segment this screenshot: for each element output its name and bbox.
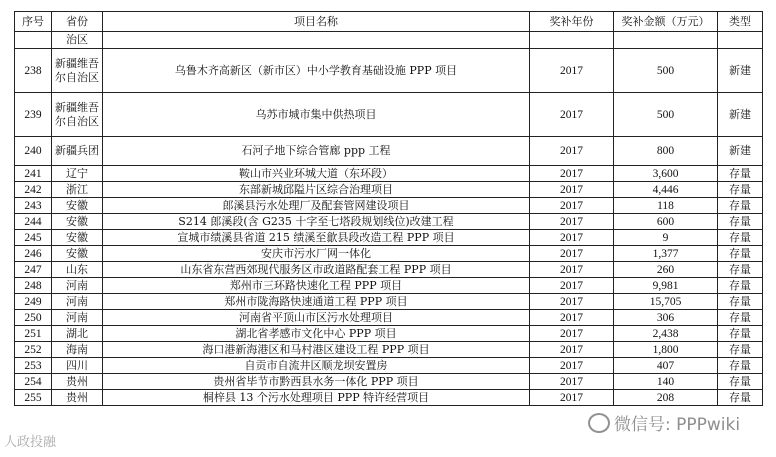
no-cell: 242 bbox=[15, 182, 52, 198]
year-cell: 2017 bbox=[530, 246, 614, 262]
type-cell: 存量 bbox=[718, 374, 763, 390]
type-cell: 存量 bbox=[718, 294, 763, 310]
year-cell: 2017 bbox=[530, 198, 614, 214]
type-cell: 存量 bbox=[718, 310, 763, 326]
table-row bbox=[15, 326, 763, 342]
type-cell: 存量 bbox=[718, 342, 763, 358]
table-row bbox=[15, 358, 763, 374]
table-row bbox=[15, 93, 763, 137]
amount-cell: 140 bbox=[614, 374, 718, 390]
province-cell: 山东 bbox=[52, 262, 103, 278]
type-cell: 存量 bbox=[718, 230, 763, 246]
table-row bbox=[15, 262, 763, 278]
table-row-continued bbox=[15, 32, 763, 49]
year-cell: 2017 bbox=[530, 262, 614, 278]
year-cell: 2017 bbox=[530, 214, 614, 230]
province-cell: 辽宁 bbox=[52, 166, 103, 182]
table-row bbox=[15, 230, 763, 246]
project-cell: 郑州市陇海路快速通道工程 PPP 项目 bbox=[103, 294, 530, 310]
project-cell: 鞍山市兴业环城大道（东环段） bbox=[103, 166, 530, 182]
province-cell: 贵州 bbox=[52, 374, 103, 390]
table-row bbox=[15, 342, 763, 358]
header-project: 项目名称 bbox=[103, 12, 530, 32]
type-cell: 存量 bbox=[718, 166, 763, 182]
year-cell: 2017 bbox=[530, 310, 614, 326]
year-cell: 2017 bbox=[530, 49, 614, 93]
amount-cell: 1,377 bbox=[614, 246, 718, 262]
project-cell: 乌鲁木齐高新区（新市区）中小学教育基础设施 PPP 项目 bbox=[103, 49, 530, 93]
type-cell: 存量 bbox=[718, 358, 763, 374]
project-cell: 石河子地下综合管廊 ppp 工程 bbox=[103, 137, 530, 166]
province-cell: 新疆维吾尔自治区 bbox=[52, 49, 103, 93]
no-cell: 241 bbox=[15, 166, 52, 182]
no-cell: 247 bbox=[15, 262, 52, 278]
table-row bbox=[15, 246, 763, 262]
project-cell: 郑州市三环路快速化工程 PPP 项目 bbox=[103, 278, 530, 294]
project-cell: 安庆市污水厂网一体化 bbox=[103, 246, 530, 262]
amount-cell: 600 bbox=[614, 214, 718, 230]
year-cell: 2017 bbox=[530, 326, 614, 342]
no-cell: 254 bbox=[15, 374, 52, 390]
province-cell: 湖北 bbox=[52, 326, 103, 342]
amount-cell: 3,600 bbox=[614, 166, 718, 182]
type-cell: 新建 bbox=[718, 137, 763, 166]
year-cell: 2017 bbox=[530, 93, 614, 137]
no-cell: 255 bbox=[15, 390, 52, 406]
project-cell: 东部新城邱隘片区综合治理项目 bbox=[103, 182, 530, 198]
table-row bbox=[15, 278, 763, 294]
subsidy-project-table bbox=[14, 11, 763, 406]
year-cell: 2017 bbox=[530, 390, 614, 406]
no-cell: 250 bbox=[15, 310, 52, 326]
no-cell: 246 bbox=[15, 246, 52, 262]
year-cell: 2017 bbox=[530, 278, 614, 294]
type-cell: 存量 bbox=[718, 198, 763, 214]
year-cell: 2017 bbox=[530, 294, 614, 310]
province-cell: 安徽 bbox=[52, 198, 103, 214]
project-cell: 海口港新海港区和马村港区建设工程 PPP 项目 bbox=[103, 342, 530, 358]
province-cell: 新疆兵团 bbox=[52, 137, 103, 166]
project-cell: 乌苏市城市集中供热项目 bbox=[103, 93, 530, 137]
type-cell: 存量 bbox=[718, 390, 763, 406]
amount-cell: 500 bbox=[614, 49, 718, 93]
project-cell: 郎溪县污水处理厂及配套管网建设项目 bbox=[103, 198, 530, 214]
amount-cell: 1,800 bbox=[614, 342, 718, 358]
table-row bbox=[15, 166, 763, 182]
year-cell: 2017 bbox=[530, 137, 614, 166]
project-cell: S214 郎溪段(含 G235 十字至七塔段规划线位)改建工程 bbox=[103, 214, 530, 230]
type-cell: 存量 bbox=[718, 214, 763, 230]
no-cell: 240 bbox=[15, 137, 52, 166]
no-cell: 243 bbox=[15, 198, 52, 214]
table-row bbox=[15, 374, 763, 390]
no-cell: 239 bbox=[15, 93, 52, 137]
no-cell: 245 bbox=[15, 230, 52, 246]
project-cell: 自贡市自流井区顺龙坝安置房 bbox=[103, 358, 530, 374]
amount-cell: 118 bbox=[614, 198, 718, 214]
project-cell: 湖北省孝感市文化中心 PPP 项目 bbox=[103, 326, 530, 342]
no-cell: 253 bbox=[15, 358, 52, 374]
header-province: 省份 bbox=[52, 12, 103, 32]
project-cell: 宣城市绩溪县省道 215 绩溪至歙县段改造工程 PPP 项目 bbox=[103, 230, 530, 246]
amount-cell: 15,705 bbox=[614, 294, 718, 310]
project-cell: 桐梓县 13 个污水处理项目 PPP 特许经营项目 bbox=[103, 390, 530, 406]
table-row bbox=[15, 198, 763, 214]
type-cell: 存量 bbox=[718, 182, 763, 198]
type-cell: 存量 bbox=[718, 246, 763, 262]
province-cell: 河南 bbox=[52, 278, 103, 294]
year-cell: 2017 bbox=[530, 374, 614, 390]
amount-cell: 260 bbox=[614, 262, 718, 278]
type-cell: 存量 bbox=[718, 326, 763, 342]
type-cell: 新建 bbox=[718, 93, 763, 137]
source-watermark: 人政投融 bbox=[4, 435, 57, 450]
province-cell: 安徽 bbox=[52, 230, 103, 246]
project-cell: 山东省东营西郊现代服务区市政道路配套工程 PPP 项目 bbox=[103, 262, 530, 278]
project-cell: 贵州省毕节市黔西县水务一体化 PPP 项目 bbox=[103, 374, 530, 390]
province-cell: 河南 bbox=[52, 294, 103, 310]
amount-cell: 2,438 bbox=[614, 326, 718, 342]
province-cell: 海南 bbox=[52, 342, 103, 358]
province-cell: 河南 bbox=[52, 310, 103, 326]
table-row bbox=[15, 49, 763, 93]
type-cell: 存量 bbox=[718, 262, 763, 278]
wechat-icon bbox=[588, 413, 610, 433]
year-cell: 2017 bbox=[530, 166, 614, 182]
no-cell: 238 bbox=[15, 49, 52, 93]
amount-cell: 407 bbox=[614, 358, 718, 374]
header-type: 类型 bbox=[718, 12, 763, 32]
header-no: 序号 bbox=[15, 12, 52, 32]
no-cell: 249 bbox=[15, 294, 52, 310]
year-cell: 2017 bbox=[530, 342, 614, 358]
header-year: 奖补年份 bbox=[530, 12, 614, 32]
amount-cell: 4,446 bbox=[614, 182, 718, 198]
no-cell: 251 bbox=[15, 326, 52, 342]
province-cell: 浙江 bbox=[52, 182, 103, 198]
amount-cell: 500 bbox=[614, 93, 718, 137]
table-row bbox=[15, 294, 763, 310]
table-row bbox=[15, 182, 763, 198]
no-cell: 248 bbox=[15, 278, 52, 294]
amount-cell: 800 bbox=[614, 137, 718, 166]
type-cell: 存量 bbox=[718, 278, 763, 294]
amount-cell: 208 bbox=[614, 390, 718, 406]
table-row bbox=[15, 310, 763, 326]
province-cell: 新疆维吾尔自治区 bbox=[52, 93, 103, 137]
year-cell: 2017 bbox=[530, 182, 614, 198]
province-cell: 贵州 bbox=[52, 390, 103, 406]
table-row bbox=[15, 214, 763, 230]
table-row bbox=[15, 137, 763, 166]
no-cell: 244 bbox=[15, 214, 52, 230]
province-cell: 四川 bbox=[52, 358, 103, 374]
year-cell: 2017 bbox=[530, 358, 614, 374]
header-row bbox=[15, 12, 763, 32]
province-cell: 治区 bbox=[52, 32, 103, 49]
province-cell: 安徽 bbox=[52, 246, 103, 262]
project-cell: 河南省平顶山市区污水处理项目 bbox=[103, 310, 530, 326]
table-row bbox=[15, 390, 763, 406]
wechat-watermark-text: 微信号: PPPwiki bbox=[614, 415, 741, 435]
no-cell: 252 bbox=[15, 342, 52, 358]
wechat-watermark bbox=[588, 410, 740, 435]
amount-cell: 9,981 bbox=[614, 278, 718, 294]
year-cell: 2017 bbox=[530, 230, 614, 246]
province-cell: 安徽 bbox=[52, 214, 103, 230]
amount-cell: 9 bbox=[614, 230, 718, 246]
header-amount: 奖补金额（万元） bbox=[614, 12, 718, 32]
amount-cell: 306 bbox=[614, 310, 718, 326]
type-cell: 新建 bbox=[718, 49, 763, 93]
